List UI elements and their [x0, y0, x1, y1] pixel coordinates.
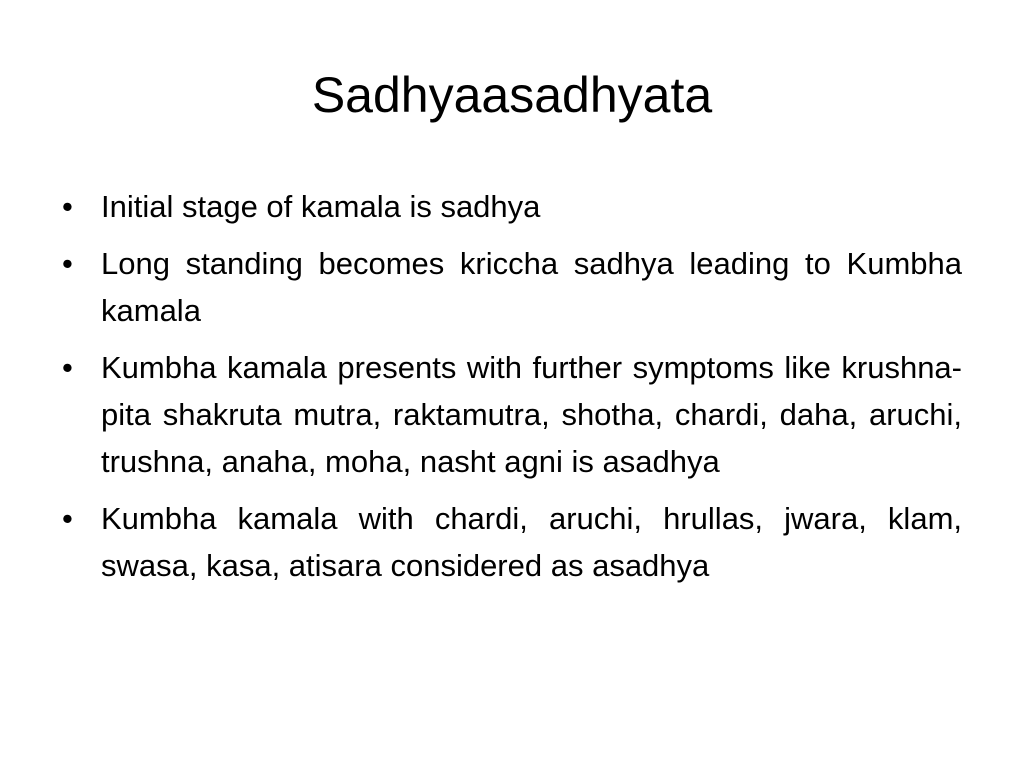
bullet-item: [62, 495, 962, 589]
slide-title: Sadhyaasadhyata: [311, 67, 713, 123]
bullet-text: Kumbha kamala with chardi, aruchi, hrullas, jwara, klam, swasa, kasa, atisara considered as asadhya: [101, 501, 962, 583]
bullet-text: Long standing becomes kriccha sadhya leading to Kumbha kamala: [101, 246, 962, 328]
bullet-item: [62, 240, 962, 334]
bullet-text: Kumbha kamala presents with further symptoms like krushna-pita shakruta mutra, raktamutra, shotha, chardi, daha, aruchi, trushna, anaha, moha, nasht agni is asadhya: [101, 350, 962, 479]
bullet-item: [62, 344, 962, 485]
bullet-dot-icon: •: [62, 246, 73, 281]
bullet-list: [62, 183, 962, 599]
bullet-item: [62, 183, 962, 230]
bullet-text: Initial stage of kamala is sadhya: [101, 189, 541, 224]
bullet-dot-icon: •: [62, 501, 73, 536]
bullet-dot-icon: •: [62, 350, 73, 385]
bullet-dot-icon: •: [62, 189, 73, 224]
